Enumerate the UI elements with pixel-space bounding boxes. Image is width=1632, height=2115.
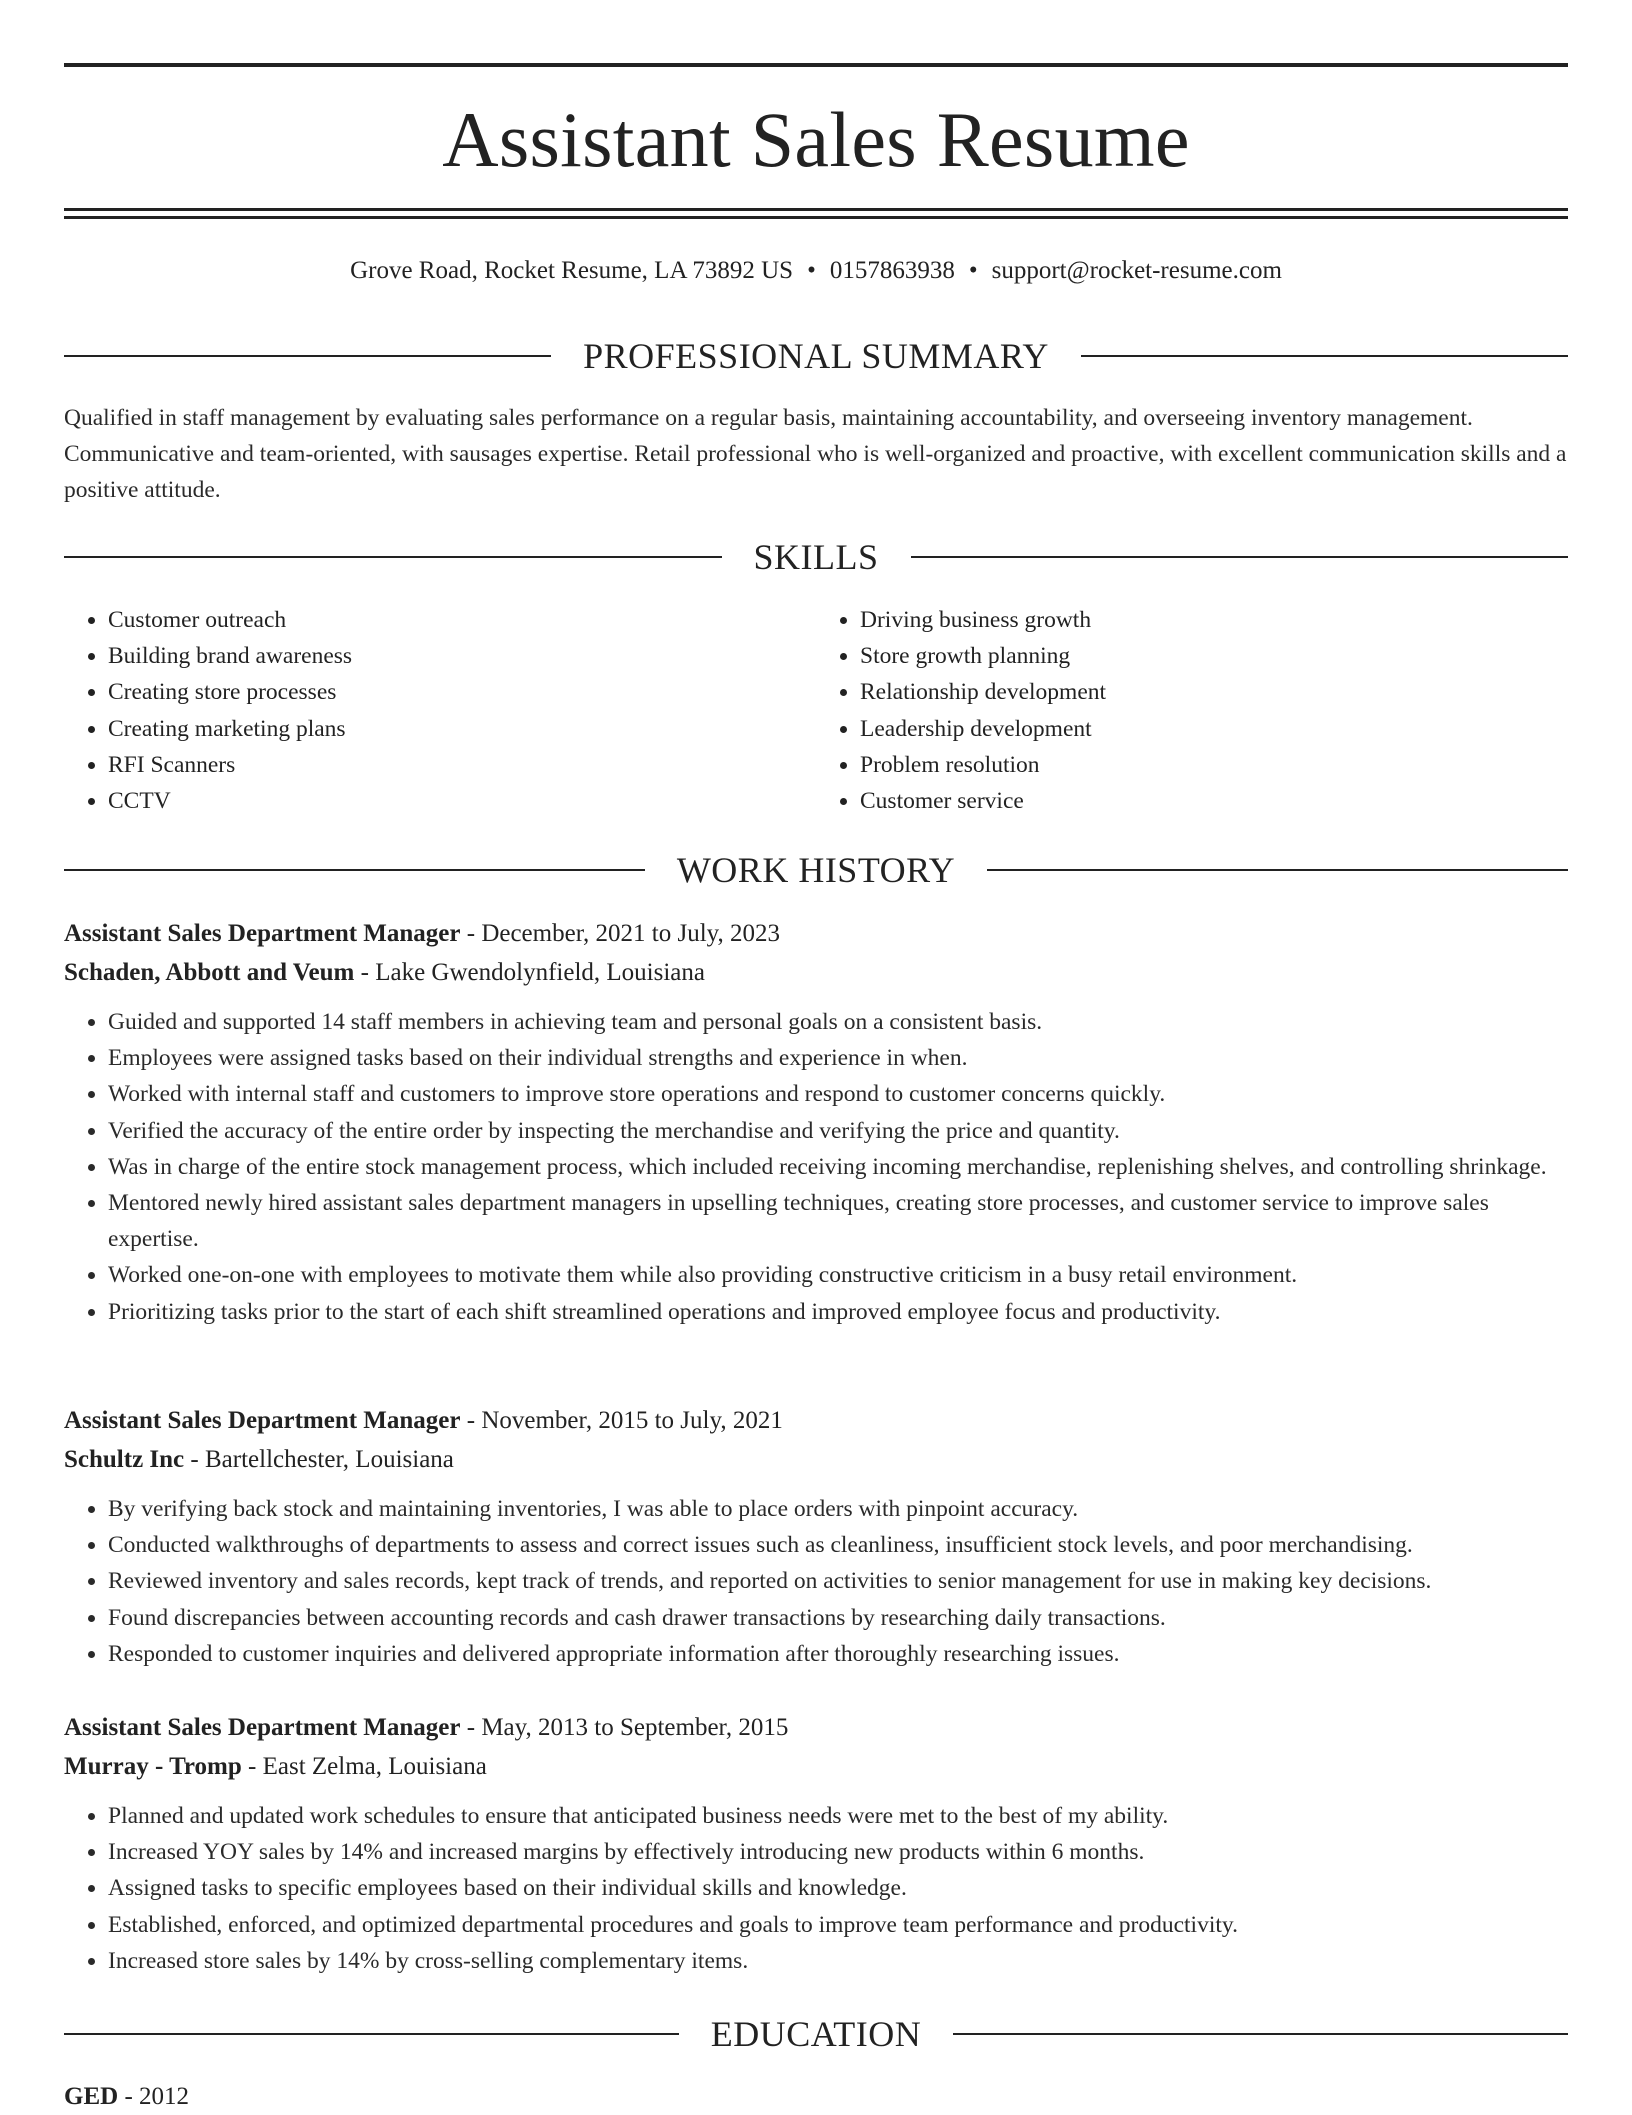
skill-item: • Driving business growth (860, 602, 1568, 638)
job-company: Schultz Inc (64, 1446, 185, 1473)
job-title: Assistant Sales Department Manager (64, 1407, 461, 1434)
dash: - (248, 1753, 257, 1780)
job-location: Bartellchester, Louisiana (204, 1446, 454, 1473)
section-rule (987, 869, 1568, 871)
section-rule (1081, 355, 1568, 357)
resume-title: Assistant Sales Resume (442, 96, 1190, 183)
skill-item: • Building brand awareness (108, 638, 816, 674)
job-bullet: • Planned and updated work schedules to ensure that anticipated business needs were met to the best of my ability. (108, 1798, 1568, 1834)
job-bullet: • Conducted walkthroughs of departments to assess and correct issues such as cleanliness, insufficient stock levels, and poor merchandising. (108, 1527, 1568, 1563)
dash: - (466, 920, 476, 947)
job-location: Lake Gwendolynfield, Louisiana (375, 959, 705, 986)
job-bullet: • Prioritizing tasks prior to the start of each shift streamlined operations and improved employee focus and productivity. (108, 1294, 1568, 1330)
skill-item: • CCTV (108, 783, 816, 819)
job-title-line (64, 1708, 1568, 1747)
job-bullet: • By verifying back stock and maintaining inventories, I was able to place orders with pinpoint accuracy. (108, 1491, 1568, 1527)
job-bullet: • Employees were assigned tasks based on their individual strengths and experience in when. (108, 1040, 1568, 1076)
job-bullet: • Guided and supported 14 staff members in achieving team and personal goals on a consistent basis. (108, 1004, 1568, 1040)
dash: - (360, 959, 369, 986)
education-year: 2012 (139, 2083, 190, 2110)
skill-item: • Leadership development (860, 711, 1568, 747)
job-bullet: • Reviewed inventory and sales records, kept track of trends, and reported on activities to senior management for use in making key decisions. (108, 1563, 1568, 1599)
skills-list (64, 602, 1568, 819)
section-rule (64, 556, 722, 558)
job-entry (64, 1708, 1568, 1979)
job-bullet: • Established, enforced, and optimized departmental procedures and goals to improve team performance and productivity. (108, 1907, 1568, 1943)
section-title: SKILLS (753, 537, 879, 577)
job-location: East Zelma, Louisiana (262, 1753, 487, 1780)
job-bullet: • Verified the accuracy of the entire order by inspecting the merchandise and verifying the price and quantity. (108, 1113, 1568, 1149)
job-dates: December, 2021 to July, 2023 (481, 920, 781, 947)
skill-item: • Customer service (860, 783, 1568, 819)
skill-item: • Creating marketing plans (108, 711, 816, 747)
section-header-education (64, 2012, 1568, 2056)
job-company: Schaden, Abbott and Veum (64, 959, 355, 986)
dash: - (190, 1446, 199, 1473)
job-bullets (64, 1004, 1568, 1330)
skill-item: • Creating store processes (108, 674, 816, 710)
job-bullet: • Responded to customer inquiries and delivered appropriate information after thoroughly researching issues. (108, 1636, 1568, 1672)
job-dates: May, 2013 to September, 2015 (481, 1714, 789, 1741)
job-bullets (64, 1798, 1568, 1979)
skills-column-right (816, 602, 1568, 819)
contact-line (64, 254, 1568, 288)
section-title: WORK HISTORY (676, 850, 956, 890)
job-bullet: • Assigned tasks to specific employees based on their individual skills and knowledge. (108, 1870, 1568, 1906)
contact-address: Grove Road, Rocket Resume, LA 73892 US (350, 257, 794, 284)
top-rule (64, 63, 1568, 67)
skill-item: • Store growth planning (860, 638, 1568, 674)
contact-separator: • (968, 257, 978, 284)
section-header-summary (64, 334, 1568, 378)
section-rule (64, 869, 645, 871)
job-company-line (64, 1440, 1568, 1479)
job-bullet: • Increased YOY sales by 14% and increased margins by effectively introducing new products within 6 months. (108, 1834, 1568, 1870)
section-title: EDUCATION (710, 2014, 922, 2054)
job-company-line (64, 1747, 1568, 1786)
job-bullet: • Increased store sales by 14% by cross-selling complementary items. (108, 1943, 1568, 1979)
contact-separator: • (807, 257, 816, 284)
job-bullet: • Was in charge of the entire stock management process, which included receiving incoming merchandise, replenishing shelves, and controlling shrinkage. (108, 1149, 1568, 1185)
dash: - (466, 1407, 476, 1434)
job-title: Assistant Sales Department Manager (64, 920, 461, 947)
job-bullet: • Worked with internal staff and customers to improve store operations and respond to customer concerns quickly. (108, 1076, 1568, 1112)
job-bullet: • Mentored newly hired assistant sales department managers in upselling techniques, creating store processes, and customer service to improve sales expertise. (108, 1185, 1568, 1257)
job-bullet: • Found discrepancies between accounting records and cash drawer transactions by researching daily transactions. (108, 1600, 1568, 1636)
job-title: Assistant Sales Department Manager (64, 1714, 461, 1741)
job-title-line (64, 914, 1568, 953)
dash: - (466, 1714, 476, 1741)
job-bullets (64, 1491, 1568, 1672)
contact-email: support@rocket-resume.com (991, 257, 1282, 284)
section-header-work-history (64, 848, 1568, 892)
section-rule (953, 2033, 1568, 2035)
contact-phone: 0157863938 (829, 257, 955, 284)
section-rule (64, 2033, 679, 2035)
education-entry (64, 2079, 189, 2115)
job-company: Murray - Tromp (64, 1753, 242, 1780)
skill-item: • Problem resolution (860, 747, 1568, 783)
job-entry (64, 1401, 1568, 1672)
section-title: PROFESSIONAL SUMMARY (583, 336, 1049, 376)
professional-summary: Qualified in staff management by evaluating sales performance on a regular basis, maintaining accountability, and overseeing inventory management. Communicative and team-oriented, with sausages expertise. Retail professional who is well-organized and proactive, with excellent communication skills and a positive attitude. (64, 405, 1567, 503)
dash: - (124, 2083, 133, 2110)
title-rule-lower (64, 216, 1568, 219)
section-rule (64, 355, 551, 357)
skill-item: • Customer outreach (108, 602, 816, 638)
education-degree: GED (64, 2083, 119, 2110)
job-company-line (64, 953, 1568, 992)
job-dates: November, 2015 to July, 2021 (481, 1407, 783, 1434)
section-header-skills (64, 535, 1568, 579)
job-bullet: • Worked one-on-one with employees to motivate them while also providing constructive criticism in a busy retail environment. (108, 1257, 1568, 1293)
job-entry (64, 914, 1568, 1330)
job-title-line (64, 1401, 1568, 1440)
section-rule (911, 556, 1569, 558)
skill-item: • Relationship development (860, 674, 1568, 710)
skill-item: • RFI Scanners (108, 747, 816, 783)
skills-column-left (64, 602, 816, 819)
title-rule-upper (64, 208, 1568, 211)
